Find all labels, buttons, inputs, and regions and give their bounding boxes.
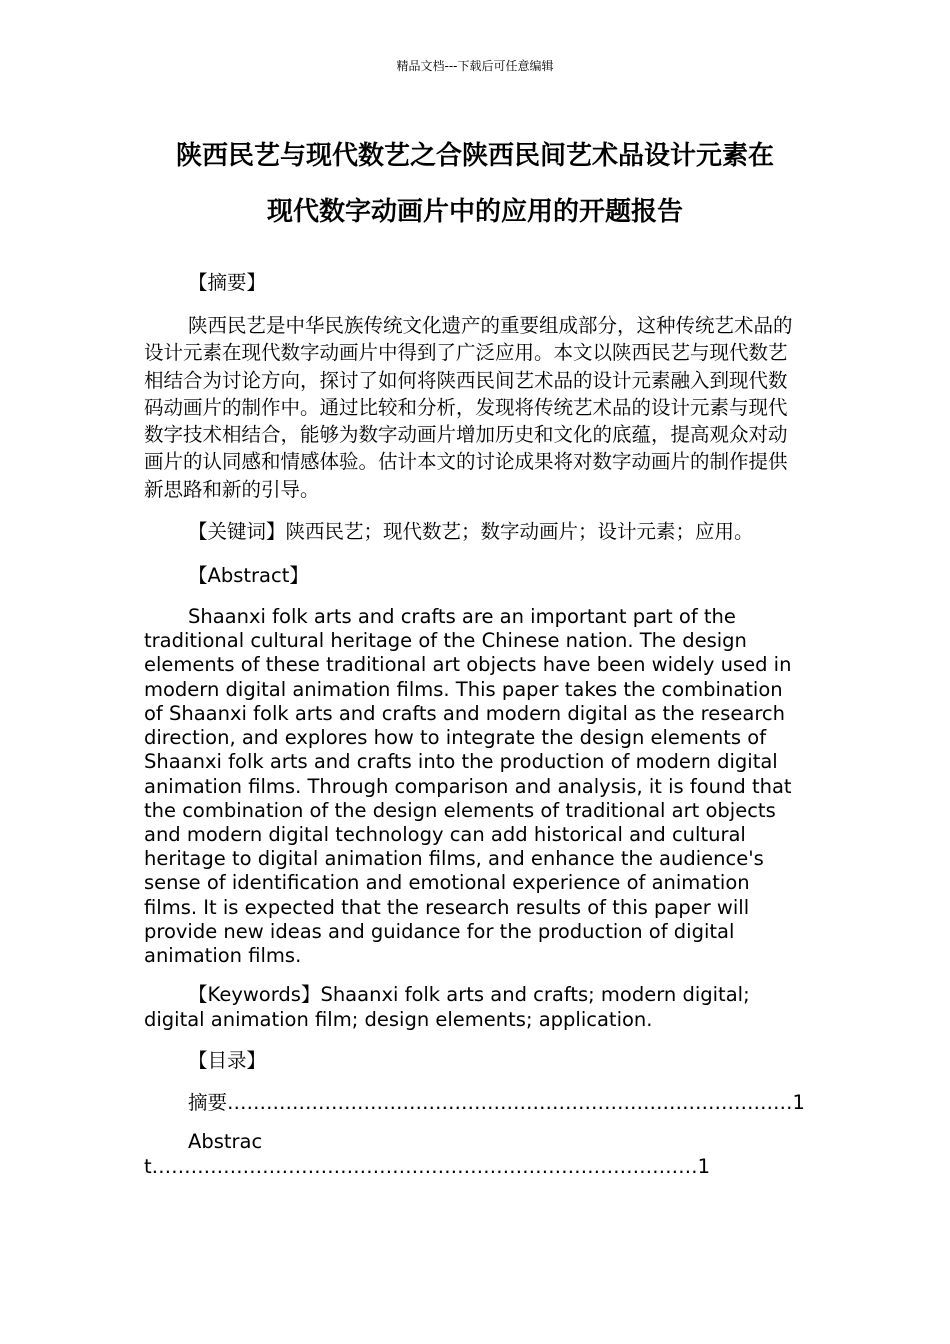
title-line-2: 现代数字动画片中的应用的开题报告 — [266, 197, 683, 227]
abstract-cn-heading: 【摘要】 — [188, 271, 267, 294]
toc-item-abstract-cn[interactable]: 摘要……………………………………………………………………………1 — [188, 1091, 805, 1115]
document-title — [130, 128, 820, 240]
abstract-en-body: Shaanxi folk arts and crafts are an important part of the traditional cultural heritage of the Chinese nation. The design elements of these traditional art objects have been widely used in modern digital animation films. This paper takes the combination of Shaanxi folk arts and crafts and modern digital as the research direction, and explores how to integrate the design elements of Shaanxi folk arts and crafts into the production of modern digital animation films. Through comparison and analysis, it is found that the combination of the design elements of traditional art objects and modern digital technology can add historical and cultural heritage to digital animation films, and enhance the audience's sense of identification and emotional experience of animation films. It is expected that the research results of this paper will provide new ideas and guidance for the production of digital animation films. — [144, 605, 792, 967]
document-body — [144, 268, 806, 1193]
title-line-1: 陕西民艺与现代数艺之合陕西民间艺术品设计元素在 — [175, 141, 774, 171]
toc-item-abstract-en[interactable]: Abstract…………………………………………………………………………1 — [144, 1130, 711, 1179]
toc-heading: 【目录】 — [188, 1049, 267, 1073]
document-header: 精品文档---下载后可任意编辑 — [396, 59, 554, 73]
abstract-en-heading: 【Abstract】 — [188, 564, 309, 588]
abstract-cn-body: 陕西民艺是中华民族传统文化遗产的重要组成部分，这种传统艺术品的设计元素在现代数字动画片中得到了广泛应用。本文以陕西民艺与现代数艺相结合为讨论方向，探讨了如何将陕西民间艺术品的设计元素融入到现代数码动画片的制作中。通过比较和分析，发现将传统艺术品的设计元素与现代数字技术相结合，能够为数字动画片增加历史和文化的底蕴，提高观众对动画片的认同感和情感体验。估计本文的讨论成果将对数字动画片的制作提供新思路和新的引导。 — [144, 314, 793, 501]
keywords-cn: 【关键词】陕西民艺；现代数艺；数字动画片；设计元素；应用。 — [188, 520, 754, 544]
keywords-en: 【Keywords】Shaanxi folk arts and crafts; modern digital; digital animation film; design elements; application. — [144, 983, 750, 1032]
